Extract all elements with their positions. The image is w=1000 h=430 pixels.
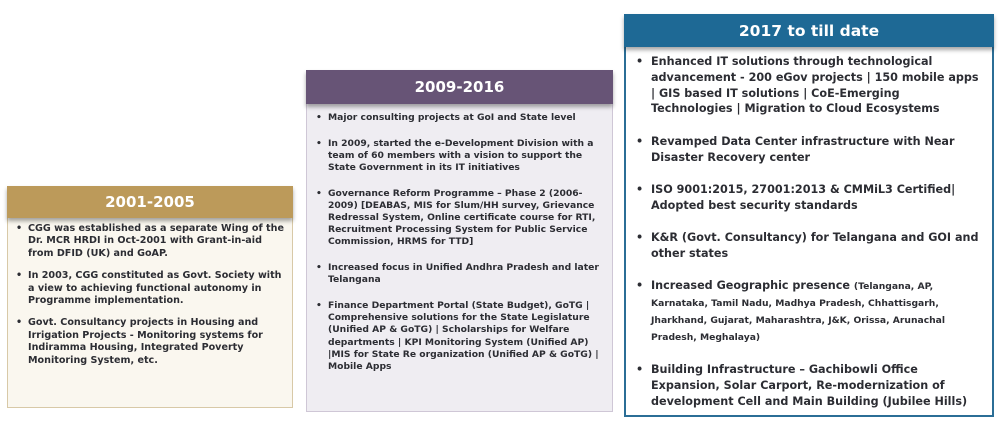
- period-body: [306, 104, 613, 412]
- period-title: 2017 to till date: [624, 14, 994, 47]
- period-panel-2017-to-date: [624, 14, 994, 417]
- period-title: 2009-2016: [306, 70, 613, 104]
- milestone-item: • Govt. Consultancy projects in Housing and Irrigation Projects - Monitoring systems for Indiramma Housing, Integrated Poverty Monitoring System, etc.: [28, 317, 286, 367]
- milestone-item: • In 2009, started the e-Development Division with a team of 60 members with a vision to support the State Government in its IT initiatives: [328, 138, 606, 174]
- milestone-item: • CGG was established as a separate Wing of the Dr. MCR HRDI in Oct-2001 with Grant-in-aid from DFID (UK) and GoAP.: [28, 223, 286, 260]
- milestone-item: • Building Infrastructure – Gachibowli Office Expansion, Solar Carport, Re-modernization of development Cell and Main Building (Jubilee Hills): [651, 362, 984, 409]
- period-panel-2001-2005: [7, 186, 293, 408]
- period-panel-2009-2016: [306, 70, 613, 412]
- milestone-list: [328, 112, 606, 373]
- milestone-item: [651, 278, 984, 345]
- milestone-item: • Increased focus in Unified Andhra Pradesh and later Telangana: [328, 262, 606, 286]
- milestone-item: • K&R (Govt. Consultancy) for Telangana and GOI and other states: [651, 230, 984, 262]
- milestone-item: • Governance Reform Programme – Phase 2 (2006-2009) [DEABAS, MIS for Slum/HH survey, Grievance Redressal System, Online certificate course for RTI, Recruitment Processing System for Public Service Commission, HRMS for TTD]: [328, 188, 606, 248]
- period-title: 2001-2005: [7, 186, 293, 218]
- milestone-item: • Major consulting projects at GoI and State level: [328, 112, 606, 124]
- period-body: [7, 218, 293, 408]
- milestone-item: • In 2003, CGG constituted as Govt. Society with a view to achieving functional autonomy in Programme implementation.: [28, 270, 286, 307]
- milestone-item: • Finance Department Portal (State Budget), GoTG | Comprehensive solutions for the State Legislature (Unified AP & GoTG) | Scholarships for Welfare departments | KPI Monitoring System (Unified AP) |MIS for State Re organization (Unified AP & GoTG) | Mobile Apps: [328, 300, 606, 373]
- milestone-item: • Revamped Data Center infrastructure with Near Disaster Recovery center: [651, 134, 984, 166]
- milestone-list: [28, 223, 286, 367]
- milestone-list: [651, 54, 984, 410]
- period-body: [624, 47, 994, 417]
- milestone-item-heading: Increased Geographic presence: [651, 279, 850, 293]
- milestone-item: • Enhanced IT solutions through technological advancement - 200 eGov projects | 150 mobile apps | GIS based IT solutions | CoE-Emerging Technologies | Migration to Cloud Ecosystems: [651, 54, 984, 117]
- milestone-item: • ISO 9001:2015, 27001:2013 & CMMiL3 Certified| Adopted best security standards: [651, 182, 984, 214]
- milestone-item-detail: (Telangana, AP, Karnataka, Tamil Nadu, Madhya Pradesh, Chhattisgarh, Jharkhand, Gujarat, Maharashtra, J&K, Orissa, Arunachal Pradesh, Meghalaya): [651, 281, 946, 343]
